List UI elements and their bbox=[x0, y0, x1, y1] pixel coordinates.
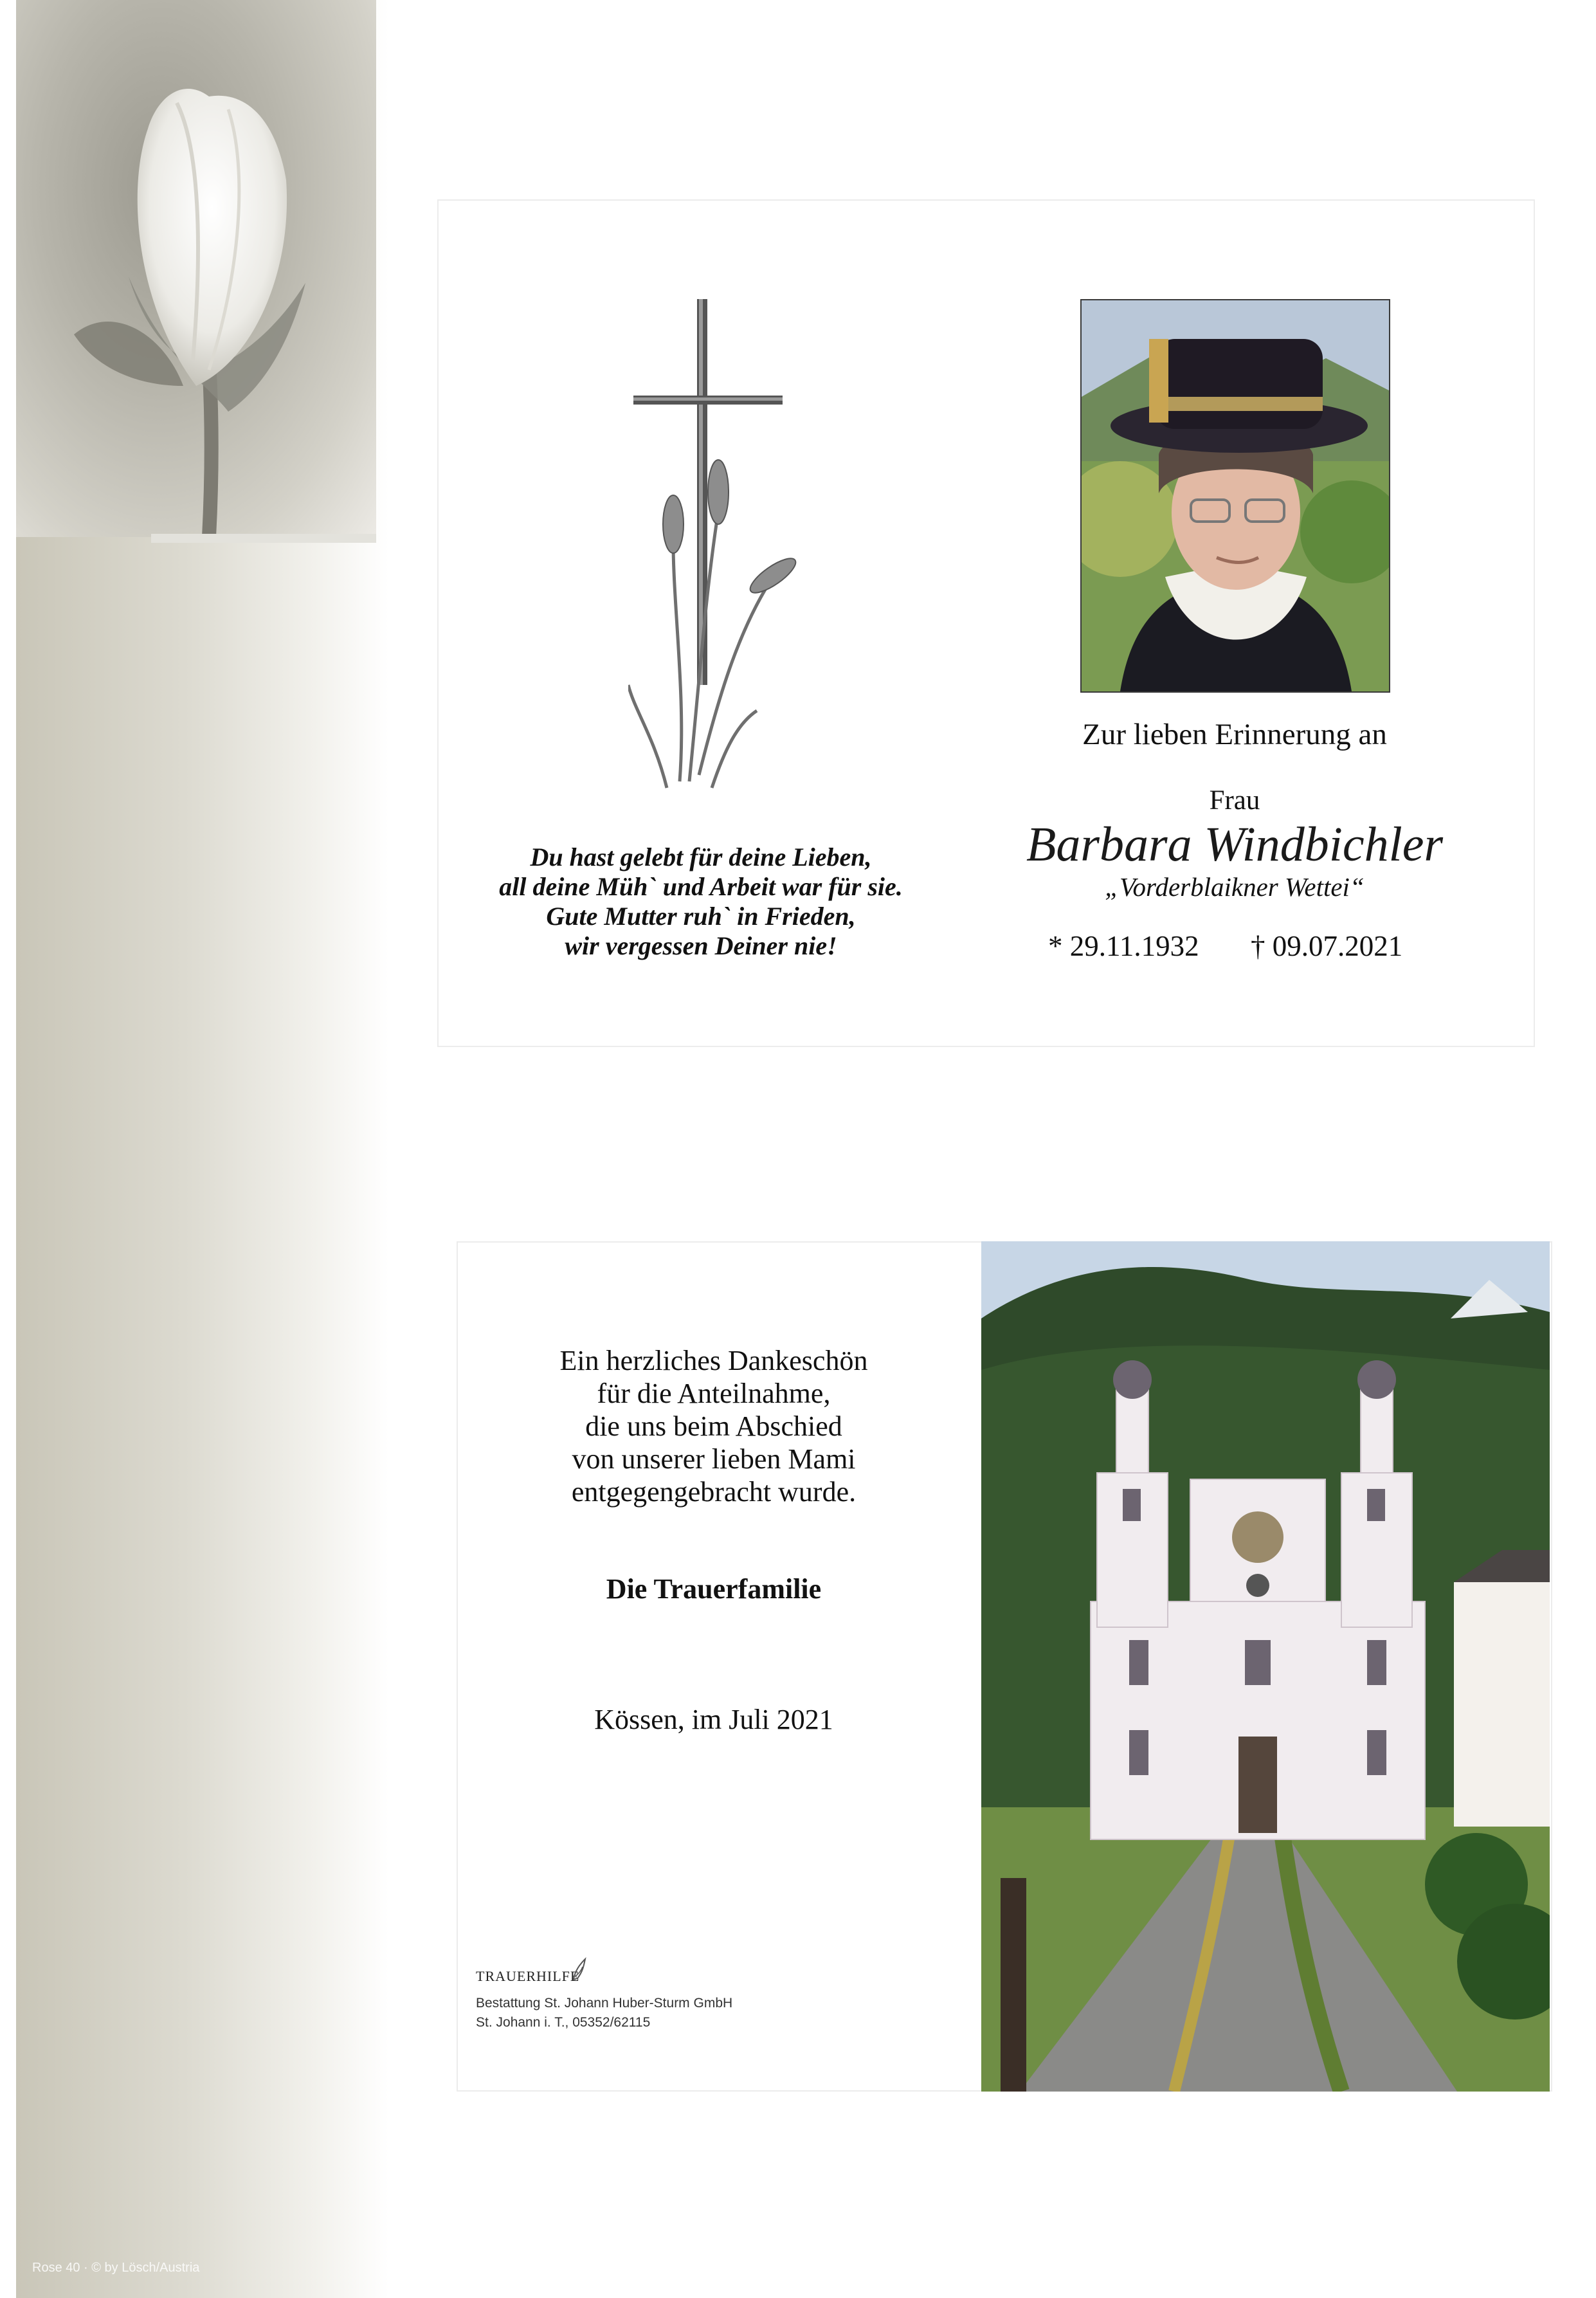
thanks-line: von unserer lieben Mami bbox=[572, 1443, 856, 1475]
portrait-photo bbox=[1080, 299, 1390, 693]
church-photo bbox=[981, 1241, 1550, 2092]
thanks-line: entgegengebracht wurde. bbox=[571, 1476, 857, 1508]
thanks-line: Ein herzliches Dankeschön bbox=[559, 1345, 868, 1376]
company-contact: St. Johann i. T., 05352/62115 bbox=[476, 2015, 651, 2030]
verse-line: Du hast gelebt für deine Lieben, bbox=[530, 843, 872, 871]
birth-date: * 29.11.1932 bbox=[1048, 930, 1199, 962]
deceased-name: Barbara Windbichler bbox=[1026, 817, 1444, 871]
family-signature: Die Trauerfamilie bbox=[606, 1573, 822, 1605]
verse-line: Gute Mutter ruh` in Frieden, bbox=[546, 902, 856, 931]
image-credit: Rose 40 · © by Lösch/Austria bbox=[32, 2261, 200, 2275]
company-name: Bestattung St. Johann Huber-Sturm GmbH bbox=[476, 1996, 733, 2011]
death-date: † 09.07.2021 bbox=[1251, 930, 1403, 962]
thanks-text bbox=[527, 1344, 900, 1508]
memorial-verse bbox=[476, 843, 926, 961]
dove-icon bbox=[571, 1956, 588, 1982]
undertaker-brand: TRAUERHILFE bbox=[476, 1968, 580, 1984]
verse-line: all deine Müh` und Arbeit war für sie. bbox=[499, 872, 903, 901]
deceased-nickname: „Vorderblaikner Wettei“ bbox=[1105, 872, 1365, 902]
place-date: Kössen, im Juli 2021 bbox=[594, 1704, 833, 1735]
thanks-line: für die Anteilnahme, bbox=[597, 1378, 831, 1409]
salutation: Frau bbox=[1209, 785, 1260, 816]
undertaker-details bbox=[476, 1994, 732, 2032]
cross-with-wheat-icon bbox=[628, 299, 802, 794]
remember-text: Zur lieben Erinnerung an bbox=[1082, 718, 1387, 751]
divider bbox=[151, 534, 376, 543]
verse-line: wir vergessen Deiner nie! bbox=[565, 931, 837, 960]
rose-photo bbox=[16, 0, 376, 537]
thanks-line: die uns beim Abschied bbox=[585, 1410, 842, 1442]
